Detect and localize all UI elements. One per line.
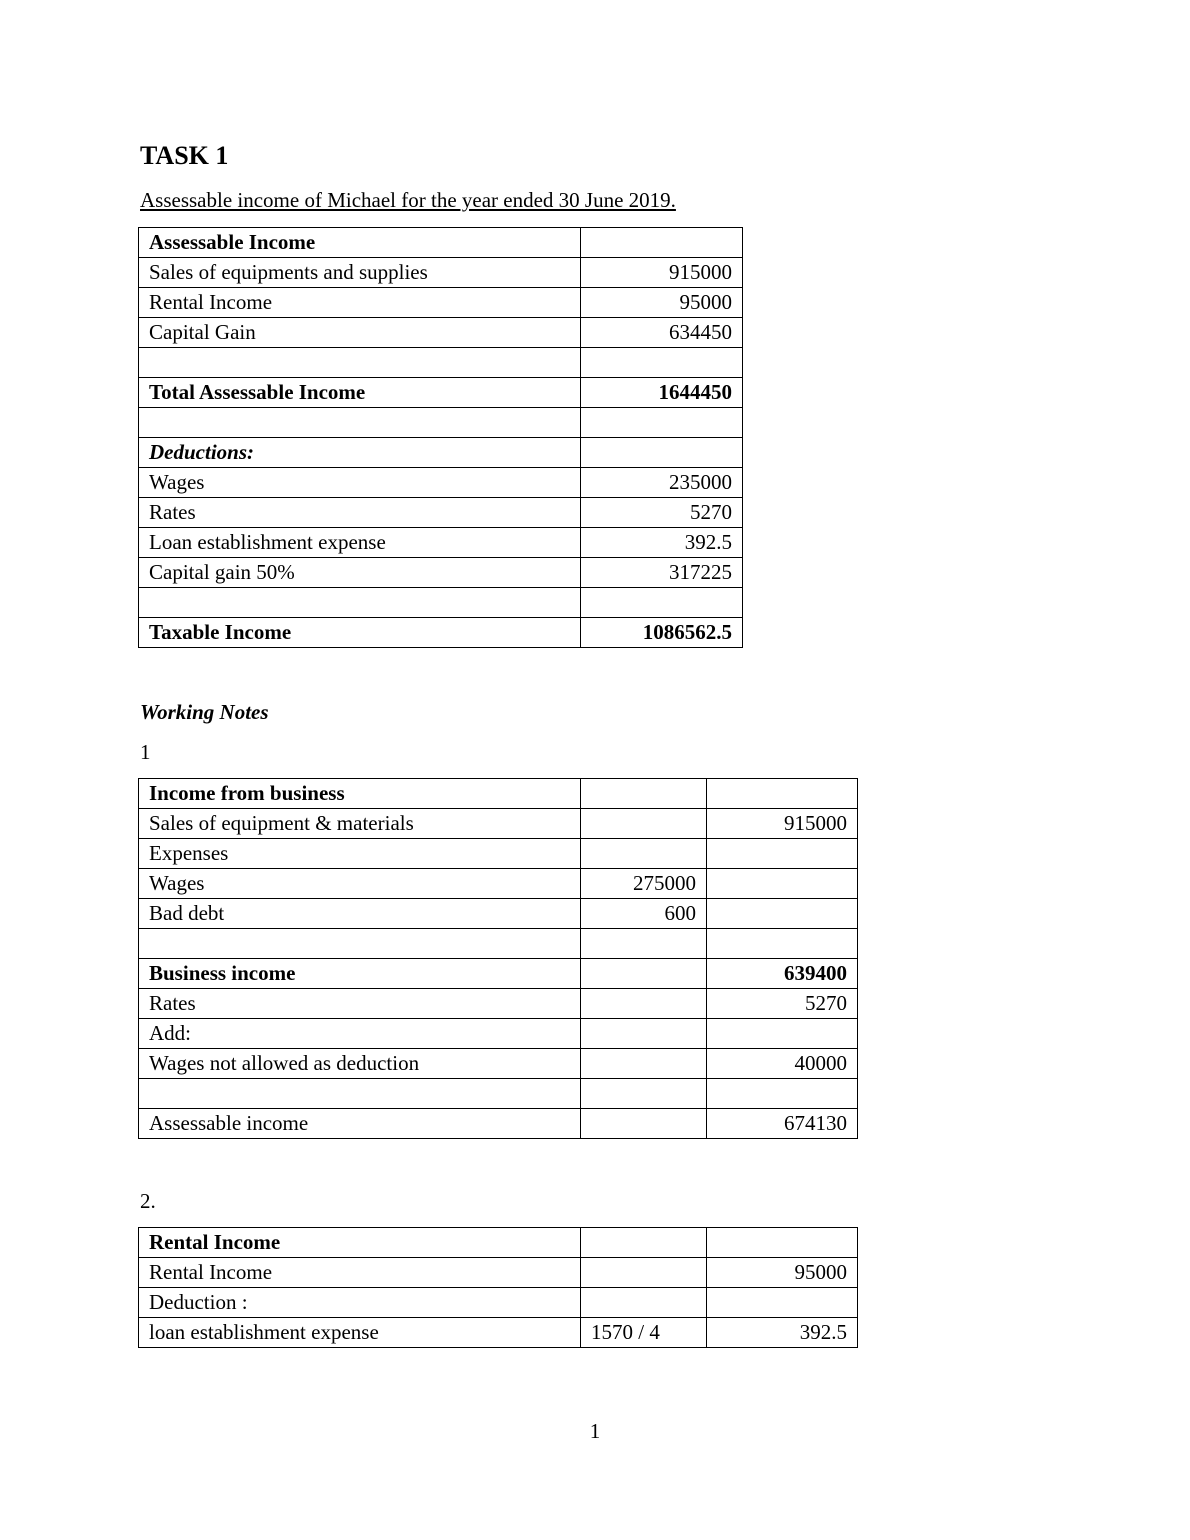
table-cell-label: Business income bbox=[139, 959, 581, 989]
table-cell-value bbox=[707, 1019, 858, 1049]
table-cell-mid bbox=[581, 1258, 707, 1288]
table-cell-value: 674130 bbox=[707, 1109, 858, 1139]
table-cell-value bbox=[707, 869, 858, 899]
table-cell-mid bbox=[581, 959, 707, 989]
table-row bbox=[139, 408, 743, 438]
table-cell-value bbox=[707, 1079, 858, 1109]
table-cell-label: Sales of equipments and supplies bbox=[139, 258, 581, 288]
table-cell-value: 915000 bbox=[707, 809, 858, 839]
table-cell-mid: 600 bbox=[581, 899, 707, 929]
table-cell-value: 317225 bbox=[581, 558, 743, 588]
table-cell-value: 40000 bbox=[707, 1049, 858, 1079]
table-row bbox=[139, 779, 858, 809]
table-row bbox=[139, 228, 743, 258]
assessable-income-table bbox=[138, 227, 743, 648]
table-cell-mid bbox=[581, 839, 707, 869]
table-row bbox=[139, 588, 743, 618]
table-cell-value bbox=[581, 228, 743, 258]
document-subtitle: Assessable income of Michael for the year ended 30 June 2019. bbox=[140, 188, 676, 212]
table-cell-label bbox=[139, 348, 581, 378]
table-cell-label: Deduction : bbox=[139, 1288, 581, 1318]
table-cell-label bbox=[139, 408, 581, 438]
note-number: 2. bbox=[140, 1189, 156, 1213]
table-cell-value: 639400 bbox=[707, 959, 858, 989]
task-heading: TASK 1 bbox=[140, 141, 229, 170]
table-cell-label: Bad debt bbox=[139, 899, 581, 929]
table-cell-value bbox=[581, 438, 743, 468]
table-cell-value: 235000 bbox=[581, 468, 743, 498]
page-number: 1 bbox=[589, 1419, 601, 1443]
table-cell-mid: 1570 / 4 bbox=[581, 1318, 707, 1348]
table-row bbox=[139, 989, 858, 1019]
table-cell-value: 95000 bbox=[707, 1258, 858, 1288]
table-cell-value bbox=[707, 839, 858, 869]
business-income-table bbox=[138, 778, 858, 1139]
table-row bbox=[139, 809, 858, 839]
table-cell-value bbox=[707, 929, 858, 959]
table-row bbox=[139, 288, 743, 318]
table-cell-label: Taxable Income bbox=[139, 618, 581, 648]
table-cell-label: Capital Gain bbox=[139, 318, 581, 348]
table-row bbox=[139, 528, 743, 558]
table-row bbox=[139, 899, 858, 929]
table-cell-label: Rates bbox=[139, 989, 581, 1019]
table-cell-value: 1644450 bbox=[581, 378, 743, 408]
table-cell-mid bbox=[581, 1228, 707, 1258]
table-cell-label: Assessable income bbox=[139, 1109, 581, 1139]
table-cell-value: 5270 bbox=[581, 498, 743, 528]
table-cell-label: Rental Income bbox=[139, 1228, 581, 1258]
table-cell-mid bbox=[581, 809, 707, 839]
table-row bbox=[139, 468, 743, 498]
table-cell-mid bbox=[581, 989, 707, 1019]
table-cell-label: Rental Income bbox=[139, 1258, 581, 1288]
table-cell-mid bbox=[581, 929, 707, 959]
table-row bbox=[139, 1288, 858, 1318]
table-cell-label: Wages not allowed as deduction bbox=[139, 1049, 581, 1079]
table-row bbox=[139, 258, 743, 288]
table-cell-label: Wages bbox=[139, 869, 581, 899]
table-cell-label: loan establishment expense bbox=[139, 1318, 581, 1348]
table-cell-value bbox=[707, 1288, 858, 1318]
table-cell-mid bbox=[581, 1049, 707, 1079]
table-cell-value: 5270 bbox=[707, 989, 858, 1019]
note-number: 1 bbox=[140, 740, 151, 764]
table-row bbox=[139, 318, 743, 348]
table-cell-value bbox=[707, 779, 858, 809]
table-row bbox=[139, 348, 743, 378]
table-cell-label: Sales of equipment & materials bbox=[139, 809, 581, 839]
table-row bbox=[139, 558, 743, 588]
table-cell-label: Assessable Income bbox=[139, 228, 581, 258]
table-cell-label bbox=[139, 929, 581, 959]
table-cell-value bbox=[581, 348, 743, 378]
table-cell-value bbox=[581, 588, 743, 618]
table-cell-value: 1086562.5 bbox=[581, 618, 743, 648]
table-cell-label: Add: bbox=[139, 1019, 581, 1049]
table-cell-mid bbox=[581, 1288, 707, 1318]
table-row-total bbox=[139, 618, 743, 648]
table-cell-mid bbox=[581, 1019, 707, 1049]
table-cell-label: Loan establishment expense bbox=[139, 528, 581, 558]
table-cell-value bbox=[707, 899, 858, 929]
table-cell-label: Rates bbox=[139, 498, 581, 528]
table-cell-mid bbox=[581, 779, 707, 809]
table-row bbox=[139, 929, 858, 959]
table-cell-label: Total Assessable Income bbox=[139, 378, 581, 408]
table-row bbox=[139, 1019, 858, 1049]
table-row-total bbox=[139, 959, 858, 989]
table-row bbox=[139, 1079, 858, 1109]
table-row bbox=[139, 1049, 858, 1079]
table-cell-value bbox=[581, 408, 743, 438]
table-cell-label: Wages bbox=[139, 468, 581, 498]
table-cell-label bbox=[139, 588, 581, 618]
table-cell-value: 392.5 bbox=[581, 528, 743, 558]
table-cell-mid bbox=[581, 1079, 707, 1109]
rental-income-table bbox=[138, 1227, 858, 1348]
table-cell-value: 915000 bbox=[581, 258, 743, 288]
table-row bbox=[139, 1109, 858, 1139]
table-cell-label: Deductions: bbox=[139, 438, 581, 468]
table-row bbox=[139, 1228, 858, 1258]
table-cell-value: 392.5 bbox=[707, 1318, 858, 1348]
table-row bbox=[139, 869, 858, 899]
table-cell-value: 634450 bbox=[581, 318, 743, 348]
table-row bbox=[139, 1318, 858, 1348]
table-cell-value: 95000 bbox=[581, 288, 743, 318]
table-cell-label: Income from business bbox=[139, 779, 581, 809]
table-cell-label: Expenses bbox=[139, 839, 581, 869]
working-notes-title: Working Notes bbox=[140, 700, 269, 724]
table-cell-label: Rental Income bbox=[139, 288, 581, 318]
table-row bbox=[139, 839, 858, 869]
table-row-total bbox=[139, 378, 743, 408]
table-row bbox=[139, 498, 743, 528]
table-cell-label bbox=[139, 1079, 581, 1109]
table-cell-mid bbox=[581, 1109, 707, 1139]
table-row bbox=[139, 438, 743, 468]
table-row bbox=[139, 1258, 858, 1288]
table-cell-label: Capital gain 50% bbox=[139, 558, 581, 588]
table-cell-value bbox=[707, 1228, 858, 1258]
table-cell-mid: 275000 bbox=[581, 869, 707, 899]
